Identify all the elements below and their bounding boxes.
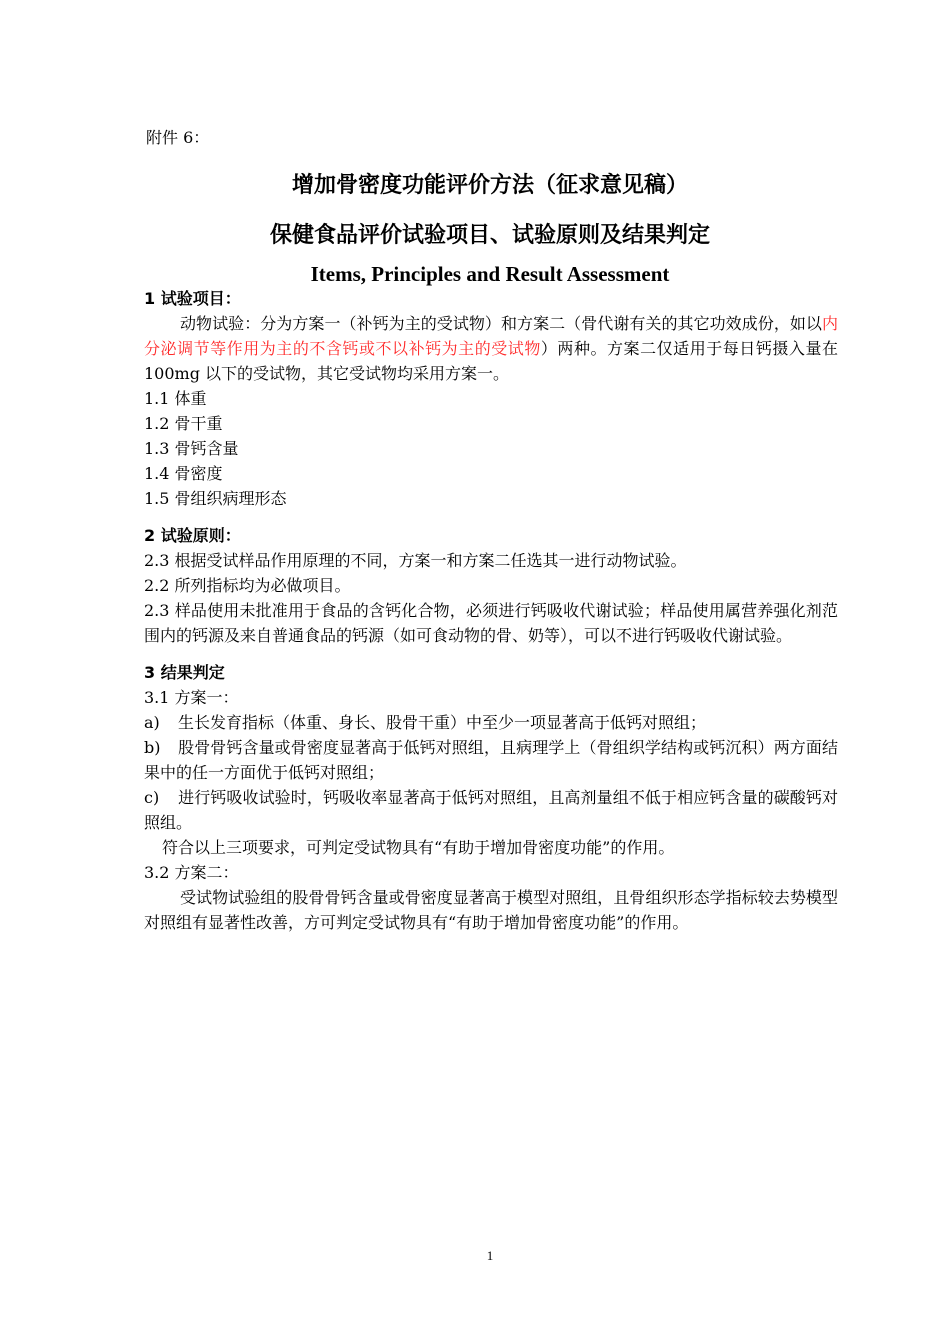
criterion-a-label: a) <box>144 713 160 732</box>
list-item: 1.5 骨组织病理形态 <box>144 489 287 508</box>
criterion-c-label: c) <box>144 788 160 807</box>
criterion-a <box>144 710 838 735</box>
principle-paragraph: 2.3 根据受试样品作用原理的不同，方案一和方案二任选其一进行动物试验。 <box>144 551 687 570</box>
criterion-c-text: 进行钙吸收试验时，钙吸收率显著高于低钙对照组，且高剂量组不低于相应钙含量的碳酸钙对照组。 <box>144 788 838 832</box>
document-subtitle: 保健食品评价试验项目、试验原则及结果判定 <box>269 223 710 248</box>
plan1-conclusion: 符合以上三项要求，可判定受试物具有“有助于增加骨密度功能”的作用。 <box>162 838 675 857</box>
animal-test-text-1: 动物试验：分为方案一（补钙为主的受试物）和方案二（骨代谢有关的其它功效成份，如以 <box>180 314 822 333</box>
list-item: 1.3 骨钙含量 <box>144 439 239 458</box>
section-heading-principles: 2 试验原则： <box>144 526 241 545</box>
criterion-c <box>144 785 838 835</box>
animal-test-paragraph <box>144 311 838 386</box>
section-heading-results: 3 结果判定 <box>144 663 225 682</box>
english-title: Items, Principles and Result Assessment <box>310 262 670 286</box>
list-item: 1.2 骨干重 <box>144 414 223 433</box>
principle-paragraph: 2.2 所列指标均为必做项目。 <box>144 576 351 595</box>
plan2-label: 3.2 方案二： <box>144 863 239 882</box>
plan2-paragraph: 受试物试验组的股骨骨钙含量或骨密度显著高于模型对照组，且骨组织形态学指标较去势模型对照组有显著性改善，方可判定受试物具有“有助于增加骨密度功能”的作用。 <box>144 888 838 932</box>
highlighted-text: 内分泌调节等作用为主的不含钙或不以补钙为主的受试物 <box>144 314 838 358</box>
criterion-b-text: 股骨骨钙含量或骨密度显著高于低钙对照组，且病理学上（骨组织学结构或钙沉积）两方面结果中的任一方面优于低钙对照组； <box>144 738 838 782</box>
document-body <box>144 286 838 935</box>
criterion-a-text: 生长发育指标（体重、身长、股骨干重）中至少一项显著高于低钙对照组； <box>178 713 707 732</box>
principle-paragraph: 2.3 样品使用未批准用于食品的含钙化合物，必须进行钙吸收代谢试验；样品使用属营养强化剂范围内的钙源及来自普通食品的钙源（如可食动物的骨、奶等），可以不进行钙吸收代谢试验。 <box>144 601 838 645</box>
plan1-label: 3.1 方案一： <box>144 688 239 707</box>
animal-test-text-2: ）两种。方案二仅适用于每日钙摄入量在 100mg 以下的受试物，其它受试物均采用方案一。 <box>144 339 838 383</box>
criterion-b-label: b) <box>144 738 161 757</box>
list-item: 1.1 体重 <box>144 389 207 408</box>
document-title: 增加骨密度功能评价方法（征求意见稿） <box>291 173 688 198</box>
section-heading-items: 1 试验项目： <box>144 289 241 308</box>
page-number: 1 <box>486 1248 494 1263</box>
criterion-b <box>144 735 838 785</box>
attachment-label: 附件 6： <box>146 128 210 147</box>
list-item: 1.4 骨密度 <box>144 464 223 483</box>
